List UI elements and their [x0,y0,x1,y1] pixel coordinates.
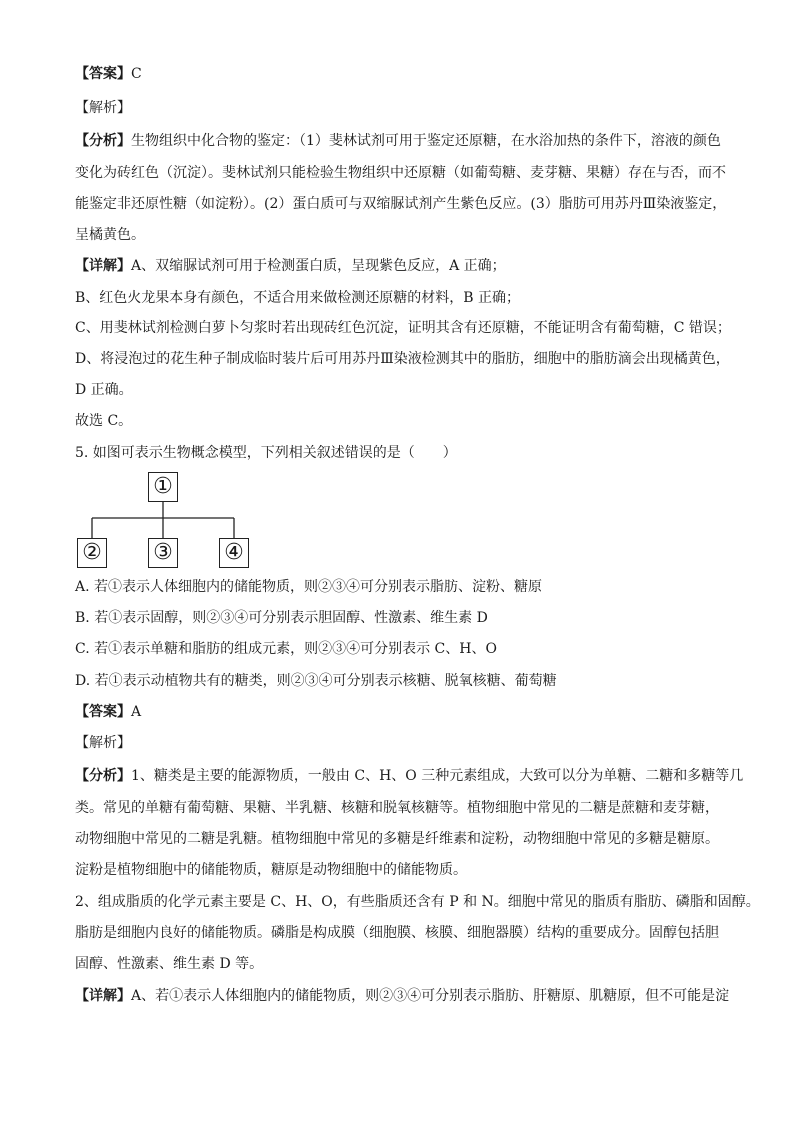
detail-text: A、双缩脲试剂可用于检测蛋白质，呈现紫色反应，A 正确； [131,258,506,274]
answer-tag: 【答案】 [75,66,131,82]
answer-value: C [131,66,142,82]
paragraph-line: 呈橘黄色。 [75,227,145,243]
paragraph-line: 变化为砖红色（沉淀）。斐林试剂只能检验生物组织中还原糖（如葡萄糖、麦芽糖、果糖）存在与否，而不 [75,165,726,181]
option-b: B. 若①表示固醇，则②③④可分别表示胆固醇、性激素、维生素 D [75,610,488,626]
answer-value: A [131,704,142,720]
analysis-tag: 【分析】 [75,133,131,149]
concept-model-diagram [75,470,265,574]
paragraph-line: D、将浸泡过的花生种子制成临时装片后可用苏丹Ⅲ染液检测其中的脂肪，细胞中的脂肪滴会出现橘黄色， [75,351,730,367]
paragraph-line: 脂肪是细胞内良好的储能物质。磷脂是构成膜（细胞膜、核膜、细胞器膜）结构的重要成分。固醇包括胆 [75,925,719,941]
diagram-node-1: ① [148,472,178,502]
paragraph-line: 故选 C。 [75,413,133,429]
paragraph-line: B、红色火龙果本身有颜色，不适合用来做检测还原糖的材料，B 正确； [75,290,521,306]
answer-line [75,702,141,722]
analysis-heading: 【解析】 [75,735,131,751]
paragraph-line: C、用斐林试剂检测白萝卜匀浆时若出现砖红色沉淀，证明其含有还原糖，不能证明含有葡萄糖，C 错误； [75,320,731,336]
question-stem: 5. 如图可表示生物概念模型，下列相关叙述错误的是（ ） [75,445,457,461]
diagram-node-2: ② [77,538,107,568]
analysis-text: 生物组织中化合物的鉴定：（1）斐林试剂可用于鉴定还原糖，在水浴加热的条件下，溶液的颜色 [131,133,721,149]
paragraph-line: 固醇、性激素、维生素 D 等。 [75,956,264,972]
answer-line [75,64,142,84]
paragraph-line: D 正确。 [75,382,133,398]
option-d: D. 若①表示动植物共有的糖类，则②③④可分别表示核糖、脱氧核糖、葡萄糖 [75,673,557,689]
paragraph-line: 能鉴定非还原性糖（如淀粉）。(2）蛋白质可与双缩脲试剂产生紫色反应。(3）脂肪可用苏丹Ⅲ染液鉴定， [75,196,727,212]
detail-tag: 【详解】 [75,258,131,274]
option-c: C. 若①表示单糖和脂肪的组成元素，则②③④可分别表示 C、H、O [75,641,497,657]
analysis-line [75,131,721,151]
detail-line [75,986,729,1006]
paragraph-line: 动物细胞中常见的二糖是乳糖。植物细胞中常见的多糖是纤维素和淀粉，动物细胞中常见的多糖是糖原。 [75,831,719,847]
analysis-tag: 【分析】 [75,768,131,784]
diagram-node-3: ③ [148,538,178,568]
diagram-node-4: ④ [219,538,249,568]
detail-text: A、若①表示人体细胞内的储能物质，则②③④可分别表示脂肪、肝糖原、肌糖原，但不可能是淀 [131,988,730,1004]
detail-line [75,256,506,276]
paragraph-line: 类。常见的单糖有葡萄糖、果糖、半乳糖、核糖和脱氧核糖等。植物细胞中常见的二糖是蔗糖和麦芽糖， [75,800,719,816]
analysis-heading: 【解析】 [75,100,131,116]
analysis-text: 1、糖类是主要的能源物质，一般由 C、H、O 三种元素组成，大致可以分为单糖、二糖和多糖等几 [131,768,744,784]
detail-tag: 【详解】 [75,988,131,1004]
option-a: A. 若①表示人体细胞内的储能物质，则②③④可分别表示脂肪、淀粉、糖原 [75,579,543,595]
paragraph-line: 2、组成脂质的化学元素主要是 C、H、O，有些脂质还含有 P 和 N。细胞中常见的脂质有脂肪、磷脂和固醇。 [75,894,760,910]
paragraph-line: 淀粉是植物细胞中的储能物质，糖原是动物细胞中的储能物质。 [75,862,467,878]
analysis-line [75,766,743,786]
answer-tag: 【答案】 [75,704,131,720]
